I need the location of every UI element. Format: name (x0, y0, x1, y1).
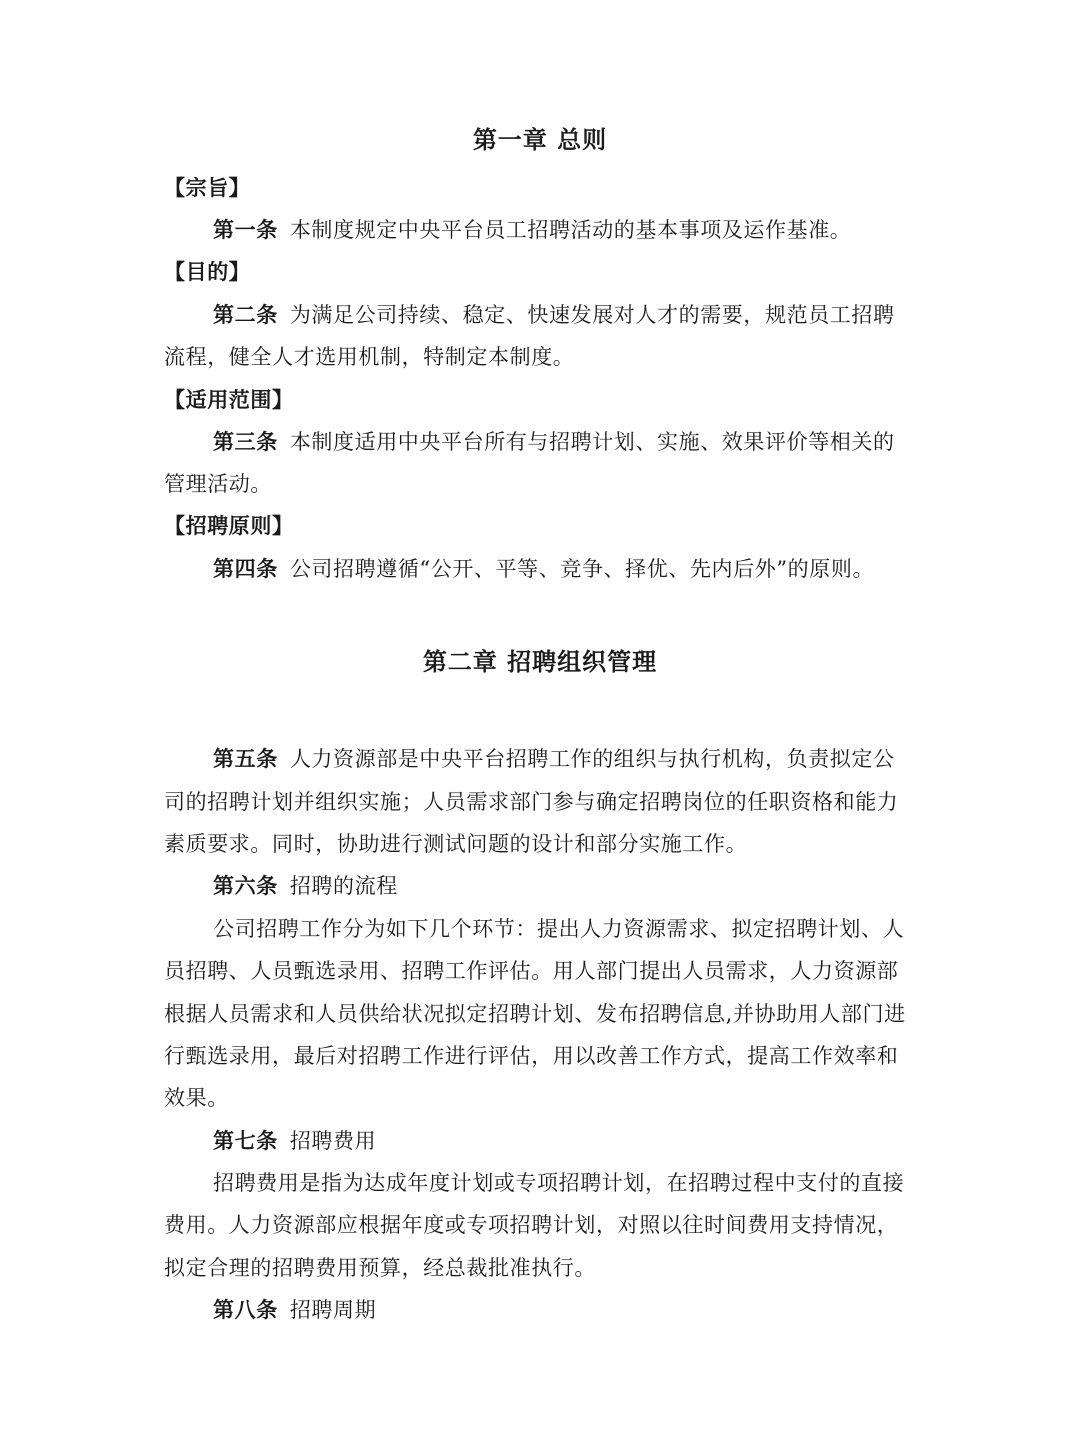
article-3-number: 第三条 (213, 429, 278, 454)
article-7-title: 招聘费用 (289, 1129, 377, 1153)
article-7-line-1: 招聘费用是指为达成年度计划或专项招聘计划，在招聘过程中支付的直接 (213, 1171, 905, 1195)
article-6-line-2: 员招聘、人员甄选录用、招聘工作评估。用人部门提出人员需求，人力资源部 (164, 959, 899, 983)
article-1-number: 第一条 (213, 217, 278, 242)
article-5-number: 第五条 (213, 746, 278, 771)
article-4-text: 公司招聘遵循“公开、平等、竞争、择优、先内后外”的原则。 (289, 557, 875, 581)
principle-heading: 【招聘原则】 (164, 513, 294, 538)
article-6-number: 第六条 (213, 873, 278, 898)
article-6-line-3: 根据人员需求和人员供给状况拟定招聘计划、发布招聘信息,并协助用人部门进 (164, 1002, 906, 1026)
article-2-line-1 (213, 301, 895, 329)
chapter-1-title: 第一章 总则 (472, 125, 608, 154)
article-3-line-2: 管理活动。 (164, 472, 272, 496)
article-6-title: 招聘的流程 (289, 874, 398, 898)
article-3-line-1 (213, 428, 895, 456)
article-2-line-2: 流程，健全人才选用机制，特制定本制度。 (164, 345, 575, 369)
article-6-line-1: 公司招聘工作分为如下几个环节：提出人力资源需求、拟定招聘计划、人 (213, 917, 905, 941)
article-4 (213, 555, 874, 583)
article-2-number: 第二条 (213, 302, 278, 327)
article-1 (213, 216, 851, 244)
article-6-line-4: 行甄选录用，最后对招聘工作进行评估，用以改善工作方式，提高工作效率和 (164, 1044, 899, 1068)
article-1-text: 本制度规定中央平台员工招聘活动的基本事项及运作基准。 (289, 218, 852, 242)
article-7-number: 第七条 (213, 1128, 278, 1153)
article-7-line-3: 拟定合理的招聘费用预算，经总裁批准执行。 (164, 1256, 596, 1280)
scope-heading: 【适用范围】 (164, 387, 294, 412)
article-7-heading (213, 1127, 376, 1155)
article-6-heading (213, 872, 398, 900)
aim-heading: 【目的】 (164, 259, 251, 284)
article-5-line-3: 素质要求。同时，协助进行测试问题的设计和部分实施工作。 (164, 832, 748, 856)
article-6-line-5: 效果。 (164, 1086, 229, 1110)
article-2-text-1: 为满足公司持续、稳定、快速发展对人才的需要，规范员工招聘 (289, 303, 895, 327)
article-7-line-2: 费用。人力资源部应根据年度或专项招聘计划，对照以往时间费用支持情况， (164, 1213, 899, 1237)
article-5-line-2: 司的招聘计划并组织实施；人员需求部门参与确定招聘岗位的任职资格和能力 (164, 790, 899, 814)
article-5-line-1 (213, 745, 895, 773)
article-8-title: 招聘周期 (289, 1298, 377, 1322)
chapter-2-title: 第二章 招聘组织管理 (422, 647, 658, 676)
article-3-text-1: 本制度适用中央平台所有与招聘计划、实施、效果评价等相关的 (289, 430, 895, 454)
purpose-heading: 【宗旨】 (164, 175, 251, 200)
article-5-text-1: 人力资源部是中央平台招聘工作的组织与执行机构，负责拟定公 (289, 747, 895, 771)
article-4-number: 第四条 (213, 556, 278, 581)
article-8-number: 第八条 (213, 1297, 278, 1322)
article-8-heading (213, 1296, 376, 1324)
